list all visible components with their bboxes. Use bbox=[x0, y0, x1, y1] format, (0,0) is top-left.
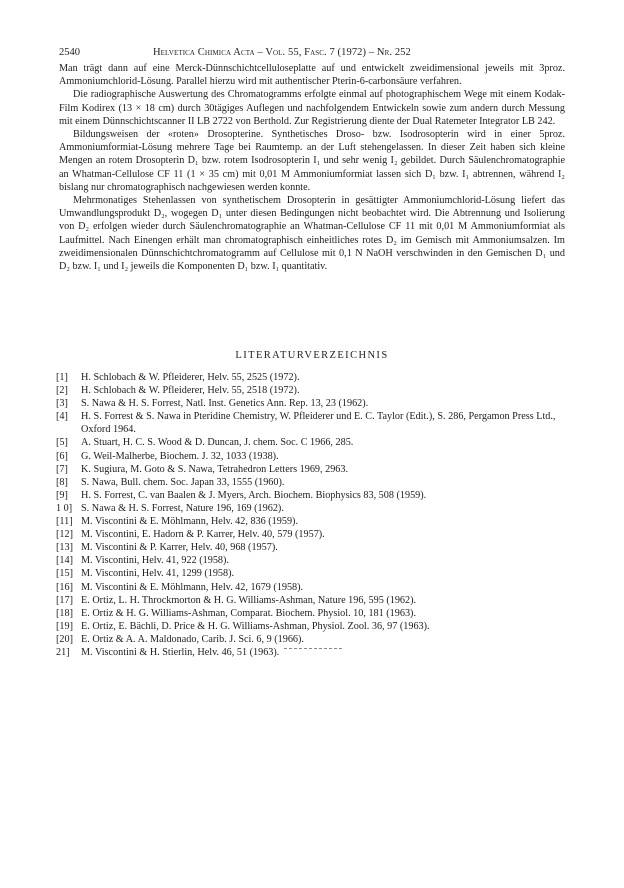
reference-item bbox=[56, 607, 565, 620]
page-header bbox=[59, 46, 565, 60]
reference-item bbox=[56, 436, 565, 449]
paragraph-4: Mehrmonatiges Stehenlassen von synthetischem Drosopterin in gesättigter Ammoniumchlorid-Lösung liefert das Umwandlungsprodukt D₂, wogegen D₁ unter diesen Bedingungen nicht beobachtet wird. Die Abtrennung und Isolierung von D₂ erfolgen wieder durch Säulenchromatographie an Whatman-Cellulose CF 11 mit 0,01 M Ammoniumformiat als Laufmittel. Nach Einengen erhält man chromatographisch einheitliches rotes D₂ im Gemisch mit Ammoniumsalzen. Im zweidimensionalen Dünnschichtchromatogramm auf Cellulose mit 0,1 N NaOH verschwinden in den Gemischen D₁ und D₂ bzw. I₁ und I₂ jeweils die Komponenten D₁ bzw. I₁ quantitativ. bbox=[59, 195, 565, 273]
reference-number: [20] bbox=[56, 633, 73, 645]
paragraph-3: Bildungsweisen der «roten» Drosopterine. Synthetisches Droso- bzw. Isodrosopterin wird in einer 5proz. Ammoniumformiat-Lösung mehrere Tage bei Raumtemp. an der Luft stehengelassen. In dieser Zeit haben sich kleine Mengen an rotem Drosopterin D₁ bzw. rotem Isodrosopterin I₁ und sehr wenig I₂ gebildet. Durch Säulenchromatographie an Whatman-Cellulose CF 11 (1 × 35 cm) mit 0,01 M Ammoniumformiat lassen sich D₁ bzw. I₁ abtrennen, während I₂ bislang nur chromatographisch nachgewiesen werden konnte. bbox=[59, 129, 565, 193]
reference-number: [18] bbox=[56, 607, 73, 619]
reference-number: [3] bbox=[56, 398, 68, 410]
end-separator bbox=[284, 648, 342, 649]
reference-list bbox=[56, 371, 565, 659]
reference-text: M. Viscontini & H. Stierlin, Helv. 46, 51 (1963). bbox=[81, 646, 280, 658]
reference-text: E. Ortiz & A. A. Maldonado, Carib. J. Sci. 6, 9 (1966). bbox=[81, 633, 304, 645]
reference-item bbox=[56, 489, 565, 502]
reference-text: M. Viscontini & E. Möhlmann, Helv. 42, 1679 (1958). bbox=[81, 581, 304, 593]
reference-item bbox=[56, 541, 565, 554]
reference-item bbox=[56, 594, 565, 607]
reference-item bbox=[56, 450, 565, 463]
reference-text: M. Viscontini & P. Karrer, Helv. 40, 968 (1957). bbox=[81, 542, 278, 554]
reference-text: M. Viscontini, Helv. 41, 1299 (1958). bbox=[81, 568, 235, 580]
reference-item bbox=[56, 371, 565, 384]
reference-number: [19] bbox=[56, 620, 73, 632]
reference-number: 1 0] bbox=[56, 502, 73, 514]
reference-text: G. Weil-Malherbe, Biochem. J. 32, 1033 (1938). bbox=[81, 450, 279, 462]
reference-number: [15] bbox=[56, 568, 73, 580]
reference-text: H. S. Forrest & S. Nawa in Pteridine Chemistry, W. Pfleiderer und E. C. Taylor (Edit.), S. 286, Pergamon Press Ltd., Oxford 1964. bbox=[81, 411, 556, 436]
reference-text: S. Nawa, Bull. chem. Soc. Japan 33, 1555 (1960). bbox=[81, 476, 285, 488]
reference-number: [13] bbox=[56, 542, 73, 554]
reference-number: [9] bbox=[56, 489, 68, 501]
reference-number: [14] bbox=[56, 555, 73, 567]
body-text bbox=[59, 62, 565, 273]
reference-item bbox=[56, 633, 565, 646]
reference-text: E. Ortiz, E. Bächli, D. Price & H. G. Williams-Ashman, Physiol. Zool. 36, 97 (1963). bbox=[81, 620, 430, 632]
reference-number: [4] bbox=[56, 411, 68, 423]
reference-item bbox=[56, 463, 565, 476]
reference-text: H. Schlobach & W. Pfleiderer, Helv. 55, 2518 (1972). bbox=[81, 385, 300, 397]
reference-text: S. Nawa & H. S. Forrest, Natl. Inst. Genetics Ann. Rep. 13, 23 (1962). bbox=[81, 398, 369, 410]
reference-number: [6] bbox=[56, 450, 68, 462]
reference-number: [7] bbox=[56, 463, 68, 475]
reference-text: M. Viscontini & E. Möhlmann, Helv. 42, 836 (1959). bbox=[81, 516, 298, 528]
reference-item bbox=[56, 581, 565, 594]
reference-text: H. Schlobach & W. Pfleiderer, Helv. 55, 2525 (1972). bbox=[81, 372, 300, 383]
reference-number: [16] bbox=[56, 581, 73, 593]
reference-item bbox=[56, 554, 565, 567]
reference-number: [8] bbox=[56, 476, 68, 488]
reference-number: [2] bbox=[56, 385, 68, 397]
reference-text: H. S. Forrest, C. van Baalen & J. Myers, Arch. Biochem. Biophysics 83, 508 (1959). bbox=[81, 489, 427, 501]
reference-number: [1] bbox=[56, 372, 68, 383]
reference-text: E. Ortiz & H. G. Williams-Ashman, Comparat. Biochem. Physiol. 10, 181 (1963). bbox=[81, 607, 416, 619]
paragraph-2: Die radiographische Auswertung des Chromatogramms erfolgte einmal auf photographischem Wege mit einem Kodak-Film Kodirex (13 × 18 cm) durch 30tägiges Auflegen und nachfolgendem Entwickeln sowie zum andern durch Messung mit einem Dünnschichtscanner II LB 2722 von Berthold. Zur Registrierung diente der Dual Ratemeter Integrator LB 242. bbox=[59, 89, 565, 127]
reference-text: E. Ortiz, L. H. Throckmorton & H. G. Williams-Ashman, Nature 196, 595 (1962). bbox=[81, 594, 417, 606]
reference-number: [11] bbox=[56, 516, 73, 528]
references-heading: LITERATURVERZEICHNIS bbox=[235, 350, 389, 361]
reference-item bbox=[56, 515, 565, 528]
reference-text: A. Stuart, H. C. S. Wood & D. Duncan, J. chem. Soc. C 1966, 285. bbox=[81, 437, 354, 449]
reference-number: [5] bbox=[56, 437, 68, 449]
reference-number: 21] bbox=[56, 646, 70, 658]
running-title: Helvetica Chimica Acta – Vol. 55, Fasc. 7 (1972) – Nr. 252 bbox=[153, 47, 411, 58]
reference-item bbox=[56, 397, 565, 410]
reference-text: M. Viscontini, E. Hadorn & P. Karrer, Helv. 40, 579 (1957). bbox=[81, 529, 325, 541]
paragraph-1: Man trägt dann auf eine Merck-Dünnschichtcelluloseplatte auf und entwickelt zweidimensional jeweils mit 3proz. Ammoniumchlorid-Lösung. Parallel hierzu wird mit authentischer Pterin-6-carbonsäure verfahren. bbox=[59, 63, 565, 88]
reference-number: [17] bbox=[56, 594, 73, 606]
reference-text: S. Nawa & H. S. Forrest, Nature 196, 169 (1962). bbox=[81, 502, 284, 514]
reference-item bbox=[56, 567, 565, 580]
reference-item bbox=[56, 476, 565, 489]
reference-number: [12] bbox=[56, 529, 73, 541]
reference-text: M. Viscontini, Helv. 41, 922 (1958). bbox=[81, 555, 229, 567]
reference-item bbox=[56, 502, 565, 515]
reference-item bbox=[56, 410, 565, 436]
reference-item bbox=[56, 384, 565, 397]
page-number: 2540 bbox=[59, 47, 80, 58]
reference-item bbox=[56, 528, 565, 541]
reference-item bbox=[56, 620, 565, 633]
reference-text: K. Sugiura, M. Goto & S. Nawa, Tetrahedron Letters 1969, 2963. bbox=[81, 463, 349, 475]
